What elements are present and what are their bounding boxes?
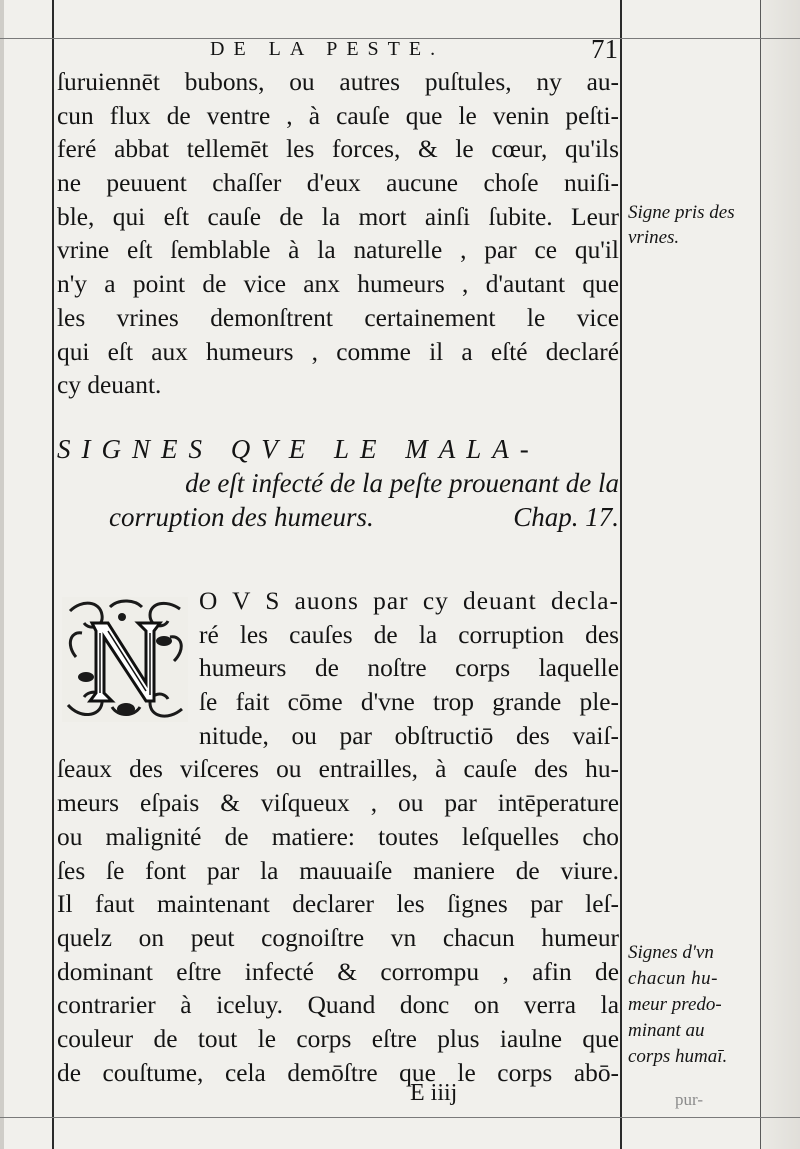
text-line: dominant eſtre infecté & corrompu , afin de [57, 957, 619, 986]
text-line: ne peuuent chaſſer d'eux aucune choſe nuiſi- [57, 169, 619, 198]
marginal-line: Signes d'vn [628, 942, 714, 963]
decorated-initial-n [62, 597, 188, 722]
page-number: 71 [591, 34, 618, 64]
marginal-line: chacun hu- [628, 968, 718, 989]
chapter-heading-line-3 [57, 500, 619, 534]
text-line: cy deuant. [57, 371, 162, 400]
marginal-note-humor-signs [628, 940, 758, 1070]
chapter-heading-title-end: corruption des humeurs. [109, 502, 374, 532]
chapter-number: Chap. 17. [513, 502, 619, 532]
text-line: cun flux de ventre , à cauſe que le venin peſti- [57, 101, 619, 130]
text-line: vrine eſt ſemblable à la naturelle , par ce qu'il [57, 236, 619, 265]
text-line: nitude, ou par obſtructiō des vaiſ- [199, 721, 619, 750]
marginal-line: meur predo- [628, 994, 722, 1015]
text-column-rule [620, 0, 622, 1149]
paragraph-before-chapter [57, 66, 619, 403]
text-line: feré abbat tellemēt les forces, & le cœur, qu'ils [57, 135, 619, 164]
text-line: ble, qui eſt cauſe de la mort ainſi ſubite. Leur [57, 202, 619, 231]
text-line: ré les cauſes de la corruption des [199, 620, 619, 649]
text-line: ou malignité de matiere: toutes leſquelles cho [57, 822, 619, 851]
left-margin-rule [52, 0, 54, 1149]
text-line: qui eſt aux humeurs , comme il a eſté declaré [57, 337, 619, 366]
decorated-initial-graphic [62, 597, 188, 722]
signature-mark: E iiij [410, 1080, 458, 1106]
text-line: contrarier à iceluy. Quand donc on verra la [57, 991, 619, 1020]
text-line: O V S auons par cy deuant decla- [199, 587, 619, 615]
marginal-line: minant au [628, 1020, 705, 1041]
text-line: ſeaux des viſceres ou entrailles, à cauſe des hu- [57, 755, 619, 784]
text-line: quelz on peut cognoiſtre vn chacun humeur [57, 923, 619, 952]
text-line: n'y a point de vice anx humeurs , d'autant que [57, 270, 619, 299]
chapter-heading-line-1: SIGNES QVE LE MALA- [57, 434, 540, 464]
text-line: humeurs de noſtre corps laquelle [199, 654, 619, 683]
text-line: ſes ſe font par la mauuaiſe maniere de viure. [57, 856, 619, 885]
text-line: ſe fait cōme d'vne trop grande ple- [199, 688, 619, 717]
marginal-note-urine-signs [628, 200, 758, 250]
chapter-heading-line-2: de eſt infecté de la peſte prouenant de la [185, 468, 619, 498]
marginal-line: Signe pris des [628, 202, 735, 223]
text-line: de couſtume, cela demōſtre que le corps abō- [57, 1058, 619, 1087]
bottom-rule [0, 1117, 800, 1118]
marginal-line: corps humaī. [628, 1046, 728, 1067]
text-line: meurs eſpais & viſqueux , ou par intēperature [57, 789, 619, 818]
page-edge-right [760, 0, 800, 1149]
page-header [60, 34, 620, 66]
text-line: couleur de tout le corps eſtre plus iaulne que [57, 1024, 619, 1053]
text-line: les vrines demonſtrent certainement le vice [57, 303, 619, 332]
text-line: ſuruiennēt bubons, ou autres puſtules, ny au- [57, 68, 619, 96]
text-line: Il faut maintenant declarer les ſignes par leſ- [57, 890, 619, 919]
page-edge-left [0, 0, 4, 1149]
marginal-line: vrines. [628, 227, 680, 248]
catchword: pur- [675, 1090, 703, 1109]
outer-margin-rule [760, 0, 761, 1149]
chapter-heading [57, 432, 619, 534]
running-title: DE LA PESTE. [210, 38, 445, 60]
